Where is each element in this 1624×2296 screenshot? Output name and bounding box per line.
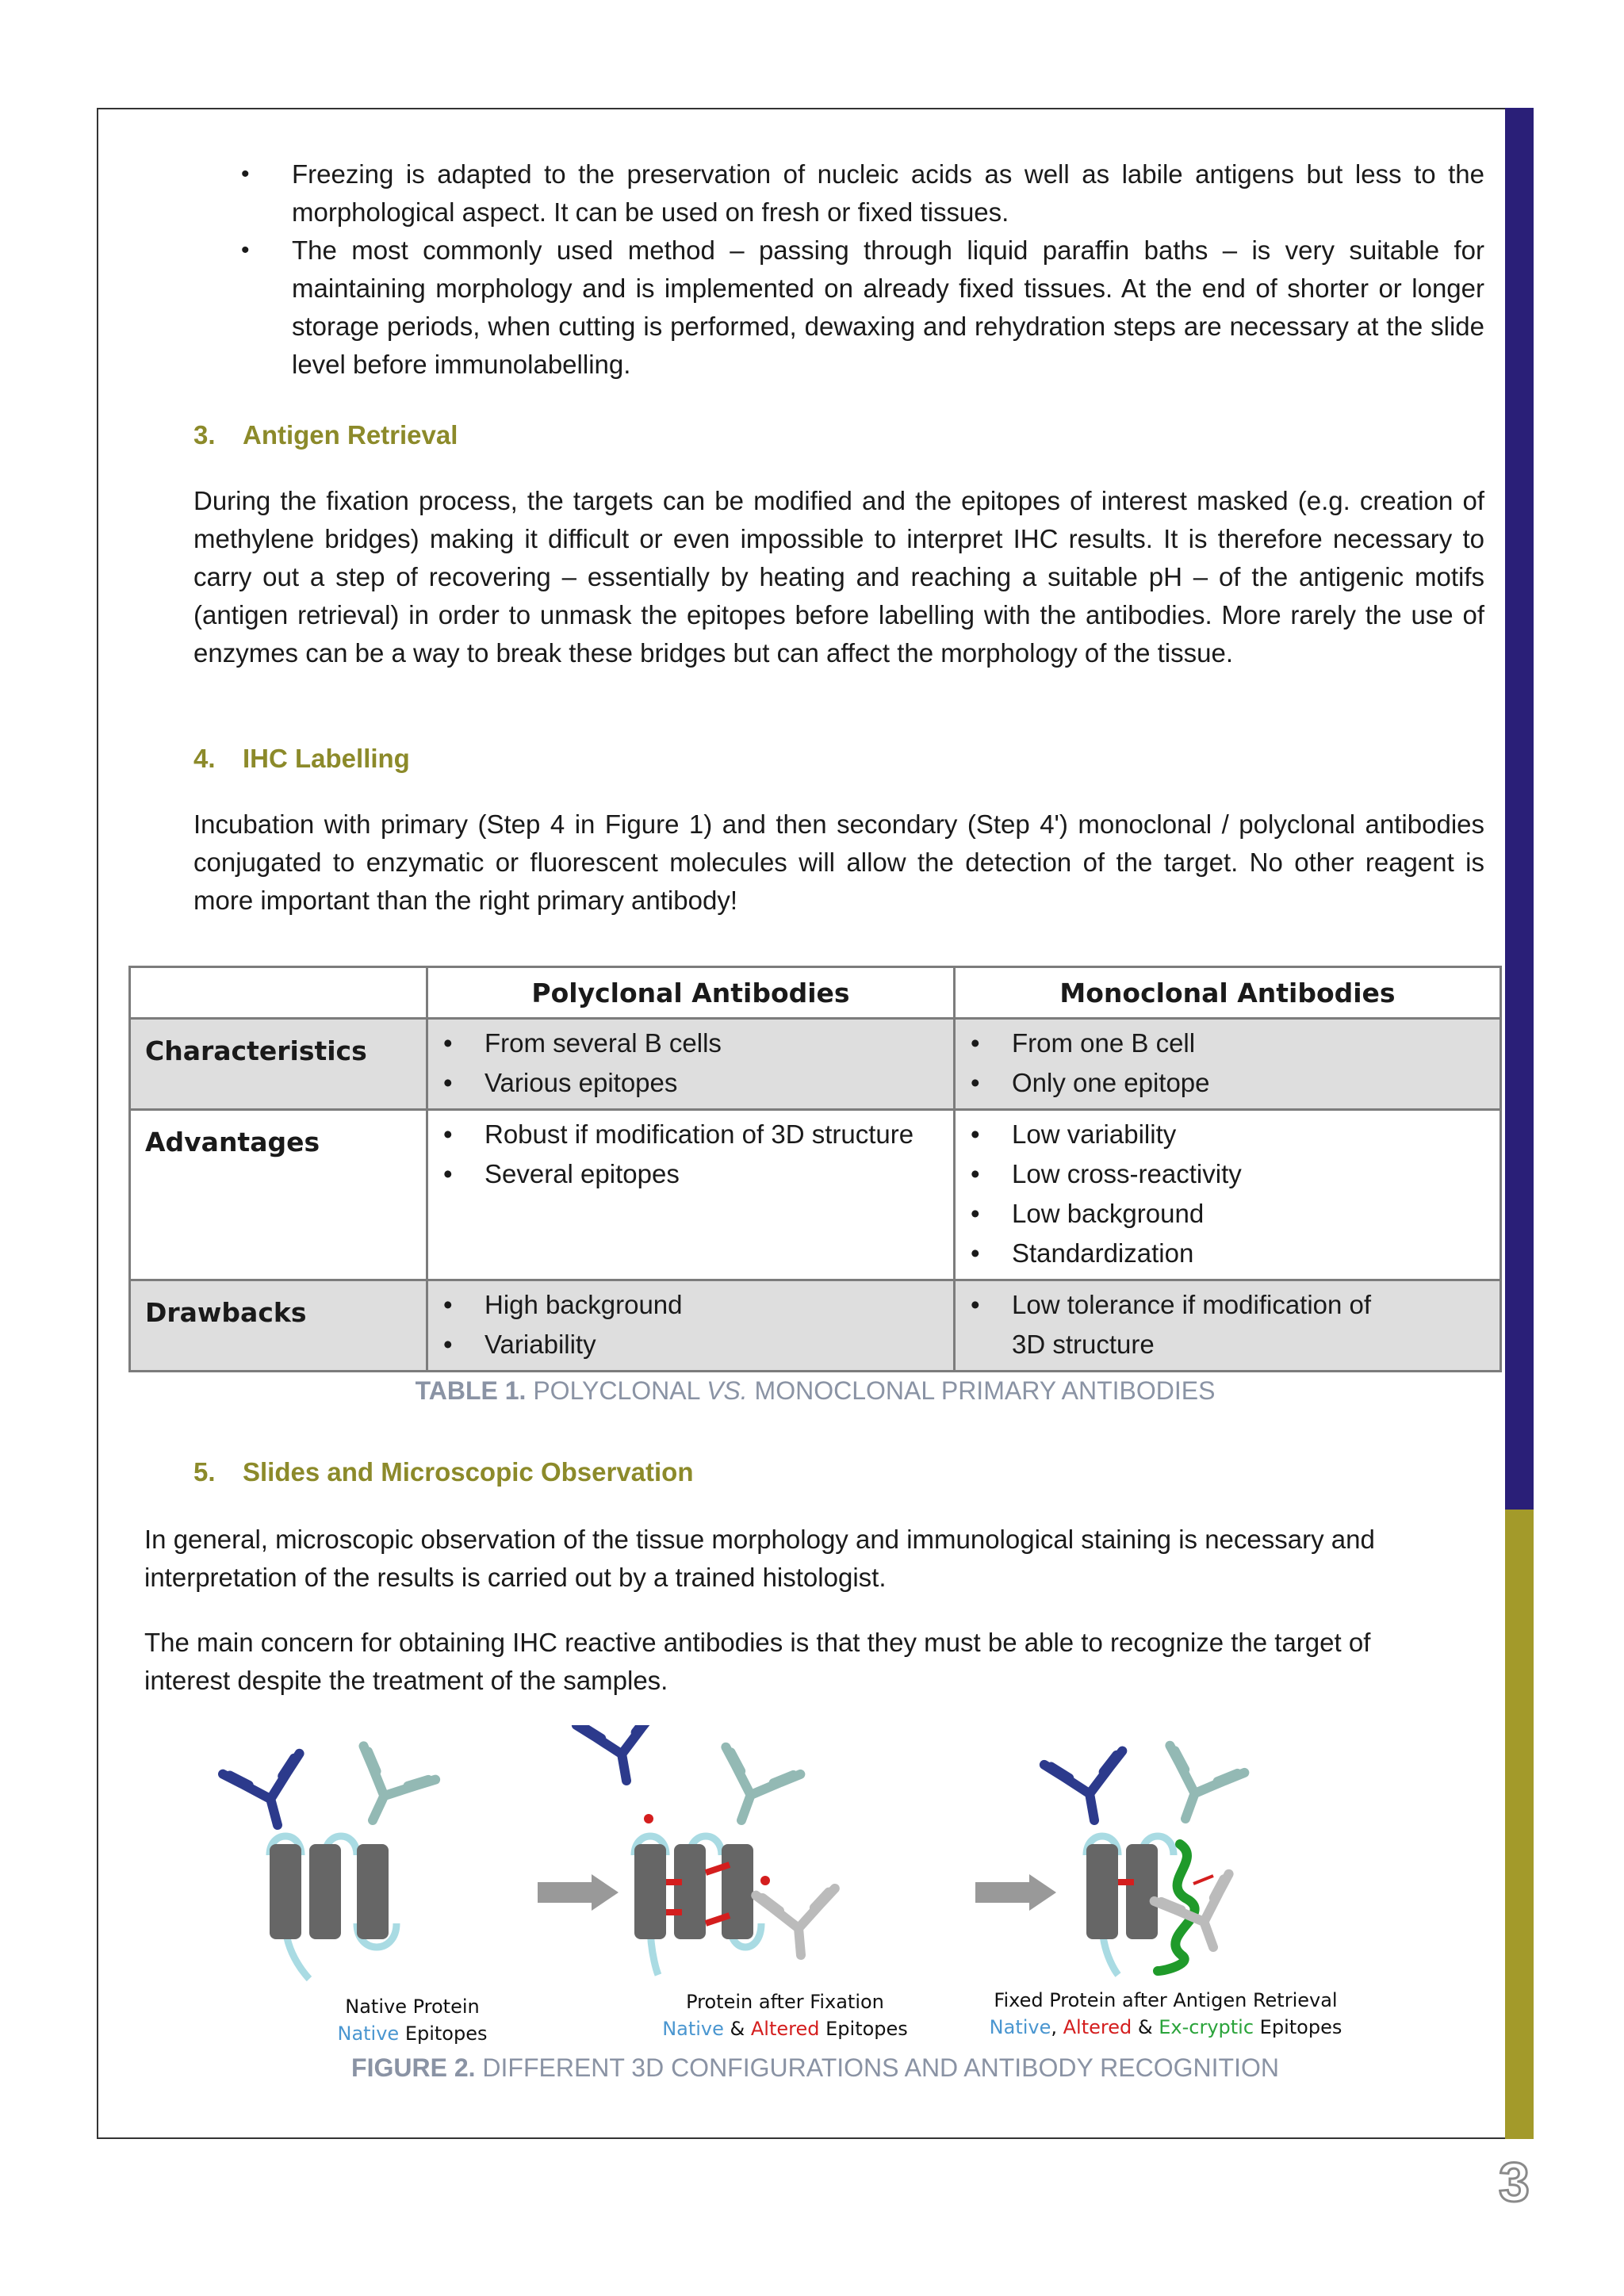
section-5-paragraph-1: In general, microscopic observation of the tissue morphology and immunological staining is necessary and interpretation of the results is carried out by a trained histologist.	[144, 1525, 1375, 1592]
table-row	[130, 1110, 1501, 1280]
header-monoclonal: Monoclonal Antibodies	[955, 967, 1501, 1019]
list-item: • Variability	[429, 1325, 952, 1364]
cell-mono-drawbacks	[955, 1280, 1501, 1372]
panel-fixed-protein	[576, 1725, 841, 1975]
section-5-heading: 5. Slides and Microscopic Observation	[193, 1457, 694, 1487]
antibody-icon	[1148, 1746, 1244, 1832]
list-item: • Various epitopes	[429, 1063, 952, 1103]
helix-cylinder	[309, 1844, 341, 1939]
arrow-icon	[975, 1874, 1056, 1911]
helix-cylinder	[357, 1844, 389, 1939]
section-3-body: During the fixation process, the targets can be modified and the epitopes of interest masked (e.g. creation of methylene bridges) making it difficult or even impossible to interpret IHC results. It is therefore necessary to carry out a step of recovering – essentially by heating and reaching a suitable pH – of the antigenic motifs (antigen retrieval) in order to unmask the epitopes before labelling with the antibodies. More rarely the use of enzymes can be a way to break these bridges but can affect the morphology of the tissue.	[193, 486, 1484, 668]
cell-mono-characteristics	[955, 1019, 1501, 1110]
cell-mono-advantages	[955, 1110, 1501, 1280]
side-bar-olive	[1505, 1510, 1534, 2139]
list-item: • From one B cell	[956, 1024, 1499, 1063]
side-bar-navy	[1505, 108, 1534, 1510]
arrow-icon	[538, 1874, 619, 1911]
list-item: • Only one epitope	[956, 1063, 1499, 1103]
helix-cylinder	[1086, 1844, 1118, 1939]
helix-cylinder	[674, 1844, 706, 1939]
storage-bullet-list	[241, 155, 1484, 384]
altered-epitope	[644, 1814, 653, 1823]
bullet-freezing: • Freezing is adapted to the preservation of nucleic acids as well as labile antigens but less to the morphological aspect. It can be used on fresh or fixed tissues.	[241, 155, 1484, 232]
figure-caption: FIGURE 2. DIFFERENT 3D CONFIGURATIONS AND ANTIBODY RECOGNITION	[351, 2053, 1279, 2082]
list-item: • Standardization	[956, 1234, 1499, 1273]
helix-cylinder	[1126, 1844, 1158, 1939]
antibody-icon	[1155, 1874, 1251, 1961]
panel-2-subtitle: Native & Altered Epitopes	[662, 2018, 908, 2040]
list-item: • Robust if modification of 3D structure	[429, 1115, 952, 1154]
altered-epitope	[1193, 1876, 1213, 1884]
panel-native-protein	[223, 1746, 435, 1979]
panel-3-subtitle: Native, Altered & Ex-cryptic Epitopes	[989, 2016, 1342, 2038]
cell-poly-characteristics	[427, 1019, 955, 1110]
helix-cylinder	[634, 1844, 666, 1939]
section-4-body: Incubation with primary (Step 4 in Figure 1) and then secondary (Step 4') monoclonal / polyclonal antibodies conjugated to enzymatic or fluorescent molecules will allow the detection of the target. No other reagent is more important than the right primary antibody!	[193, 809, 1484, 915]
panel-1-label	[285, 1993, 539, 2047]
page-number: 3	[1499, 2151, 1530, 2213]
list-item: • Low variability	[956, 1115, 1499, 1154]
table-row	[130, 1019, 1501, 1110]
table-corner-cell	[130, 967, 427, 1019]
antibody-icon	[1044, 1751, 1133, 1827]
row-label-drawbacks: Drawbacks	[130, 1280, 427, 1372]
table-header-row	[130, 967, 1501, 1019]
cell-poly-drawbacks	[427, 1280, 955, 1372]
antibody-icon	[337, 1746, 435, 1837]
list-item: • High background	[429, 1285, 952, 1325]
cell-poly-advantages	[427, 1110, 955, 1280]
panel-3-title: Fixed Protein after Antigen Retrieval	[994, 1989, 1338, 2011]
panel-2-label	[634, 1988, 936, 2042]
helix-cylinder	[270, 1844, 301, 1939]
table-row	[130, 1280, 1501, 1372]
row-label-characteristics: Characteristics	[130, 1019, 427, 1110]
native-antibody-icon	[223, 1754, 316, 1835]
list-item: • Several epitopes	[429, 1154, 952, 1194]
antibody-icon	[576, 1725, 665, 1788]
header-polyclonal: Polyclonal Antibodies	[427, 967, 955, 1019]
bullet-paraffin: • The most commonly used method – passing through liquid paraffin baths – is very suitable for maintaining morphology and is implemented on already fixed tissues. At the end of shorter or longer storage periods, when cutting is performed, dewaxing and rehydration steps are necessary at the slide level before immunolabelling.	[241, 232, 1484, 384]
table-caption: TABLE 1. POLYCLONAL VS. MONOCLONAL PRIMARY ANTIBODIES	[415, 1376, 1216, 1405]
antibody-comparison-table	[128, 966, 1502, 1372]
section-5-paragraph-2: The main concern for obtaining IHC reactive antibodies is that they must be able to recognize the target of interest despite the treatment of the samples.	[144, 1628, 1371, 1695]
list-item: • Low tolerance if modification of 3D structure	[956, 1285, 1499, 1364]
section-3-heading: 3. Antigen Retrieval	[193, 420, 458, 450]
list-item: • Low cross-reactivity	[956, 1154, 1499, 1194]
section-4-heading: 4. IHC Labelling	[193, 744, 410, 773]
list-item: • Low background	[956, 1194, 1499, 1234]
panel-retrieved-protein	[1044, 1746, 1251, 1975]
panel-1-subtitle: Native Epitopes	[337, 2022, 488, 2045]
panel-1-title: Native Protein	[345, 1996, 480, 2018]
list-item: • From several B cells	[429, 1024, 952, 1063]
antibody-icon	[756, 1888, 841, 1958]
row-label-advantages: Advantages	[130, 1110, 427, 1280]
helix-cylinder	[722, 1844, 753, 1939]
panel-3-label	[967, 1987, 1364, 2041]
antibody-icon	[704, 1747, 800, 1834]
panel-2-title: Protein after Fixation	[686, 1991, 884, 2013]
antibody-recognition-figure	[190, 1725, 1332, 2011]
altered-epitope	[760, 1876, 770, 1885]
